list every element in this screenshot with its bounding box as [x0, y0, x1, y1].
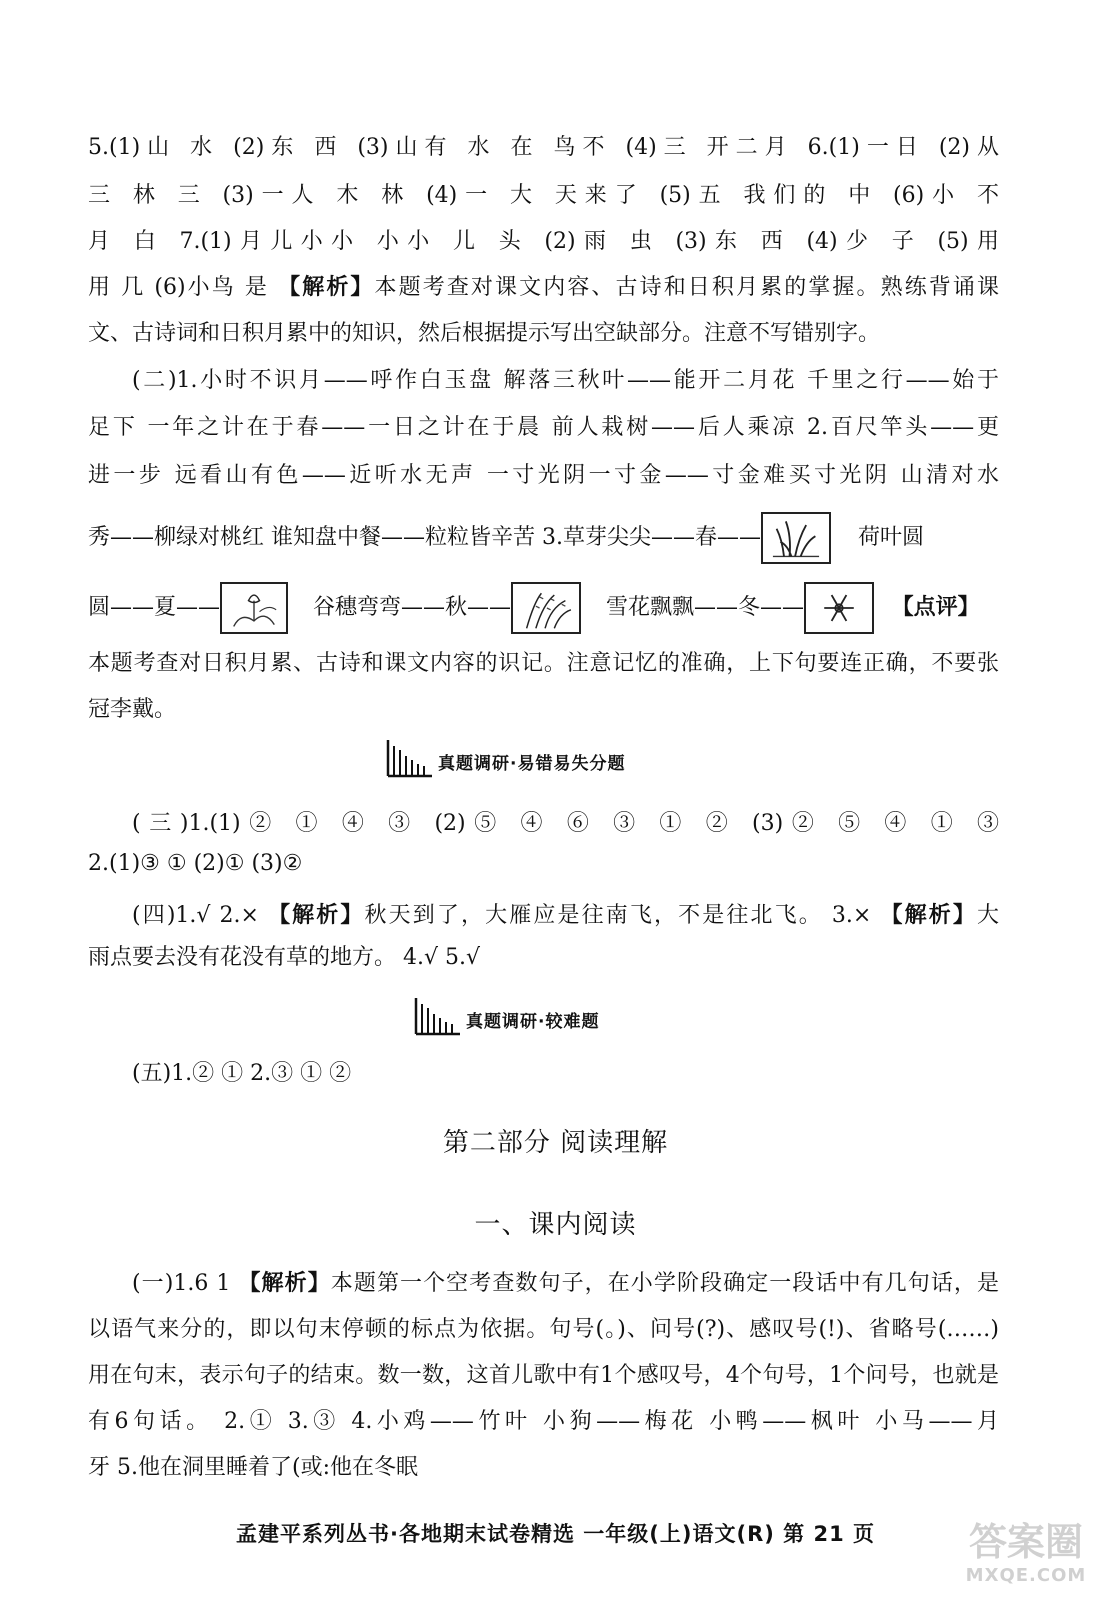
reading-line-1: (一)1.6 1 【解析】本题第一个空考查数句子，在小学阶段确定一段话中有几句话，是: [132, 1271, 999, 1296]
rice-ear-picture: [511, 582, 581, 634]
bar-chart-icon: [384, 738, 432, 778]
reading-line-2: 以语气来分的，即以句末停顿的标点为依据。句号(。)、问号(?)、感叹号(!)、省略号(……): [88, 1317, 999, 1342]
answer-line-4: 用 几 (6)小鸟 是 【解析】本题考查对课文内容、古诗和日积月累的掌握。熟练背诵课: [88, 275, 999, 300]
analysis-tag: 【解析】: [278, 275, 375, 300]
answer-line-1: 5.(1)山 水 (2)东 西 (3)山有 水 在 鸟不 (4)三 开二月 6.(1)一日 (2)从: [88, 135, 999, 160]
reading-line-5: 牙 5.他在洞里睡着了(或:他在冬眠: [88, 1455, 418, 1480]
answer-line-2: 三 林 三 (3)一人 木 林 (4)一 大 天来了 (5)五 我们的 中 (6)小 不: [88, 183, 999, 208]
section-2-line-2: 足下 一年之计在于春——一日之计在于晨 前人栽树——后人乘凉 2.百尺竿头——更: [88, 415, 999, 440]
section-3-line-1: (三)1.(1)② ① ④ ③ (2)⑤ ④ ⑥ ③ ① ② (3)② ⑤ ④ ① ③: [132, 811, 999, 836]
page-footer: 孟建平系列丛书·各地期末试卷精选 一年级(上)语文(R) 第 21 页: [235, 1522, 875, 1546]
section-2-line-6: 本题考查对日积月累、古诗和课文内容的识记。注意记忆的准确，上下句要连正确，不要张: [88, 651, 999, 676]
reading-line-4: 有6句话。 2.① 3.③ 4.小鸡——竹叶 小狗——梅花 小鸭——枫叶 小马——月: [88, 1409, 999, 1434]
part-title: 第二部分 阅读理解: [442, 1128, 669, 1158]
grass-sprout-picture: [761, 512, 831, 564]
answer-line-5: 文、古诗词和日积月累中的知识，然后根据提示写出空缺部分。注意不写错别字。: [88, 321, 881, 346]
section-4-line-2: 雨点要去没有花没有草的地方。 4.√ 5.√: [88, 945, 481, 970]
section-2-line-3: 进一步 远看山有色——近听水无声 一寸光阴一寸金——寸金难买寸光阴 山清对水: [88, 463, 999, 488]
section-2-line-5: 圆——夏—— 谷穗弯弯——秋—— 雪花飘飘——冬—— 【点评】: [88, 582, 999, 634]
section-4-line-1: (四)1.√ 2.× 【解析】秋天到了，大雁应是往南飞，不是往北飞。 3.× 【解析】大: [132, 903, 999, 928]
watermark-logo: 答案圈 MXQE.COM: [965, 1520, 1087, 1586]
snowflake-picture: [804, 582, 874, 634]
section-3-line-2: 2.(1)③ ① (2)① (3)②: [88, 851, 303, 876]
section-2-line-1: (二)1.小时不识月——呼作白玉盘 解落三秋叶——能开二月花 千里之行——始于: [132, 368, 999, 393]
section-5-line-1: (五)1.② ① 2.③ ① ②: [132, 1061, 352, 1086]
answer-line-3: 月 白 7.(1)月儿小小 小小 儿 头 (2)雨 虫 (3)东 西 (4)少 子 (5)用: [88, 229, 999, 254]
section-badge-harder: 真题调研·较难题: [412, 996, 599, 1036]
lotus-picture: [220, 582, 288, 634]
section-2-line-4: 秀——柳绿对桃红 谁知盘中餐——粒粒皆辛苦 3.草芽尖尖——春—— 荷叶圆: [88, 512, 999, 564]
reading-line-3: 用在句末，表示句子的结束。数一数，这首儿歌中有1个感叹号，4个句号，1个问号，也就是: [88, 1363, 999, 1388]
sub-title: 一、课内阅读: [474, 1210, 637, 1240]
comment-tag: 【点评】: [884, 595, 980, 620]
bar-chart-icon: [412, 996, 460, 1036]
section-2-line-7: 冠李戴。: [88, 697, 177, 722]
section-badge-easy-errors: 真题调研·易错易失分题: [384, 738, 625, 778]
